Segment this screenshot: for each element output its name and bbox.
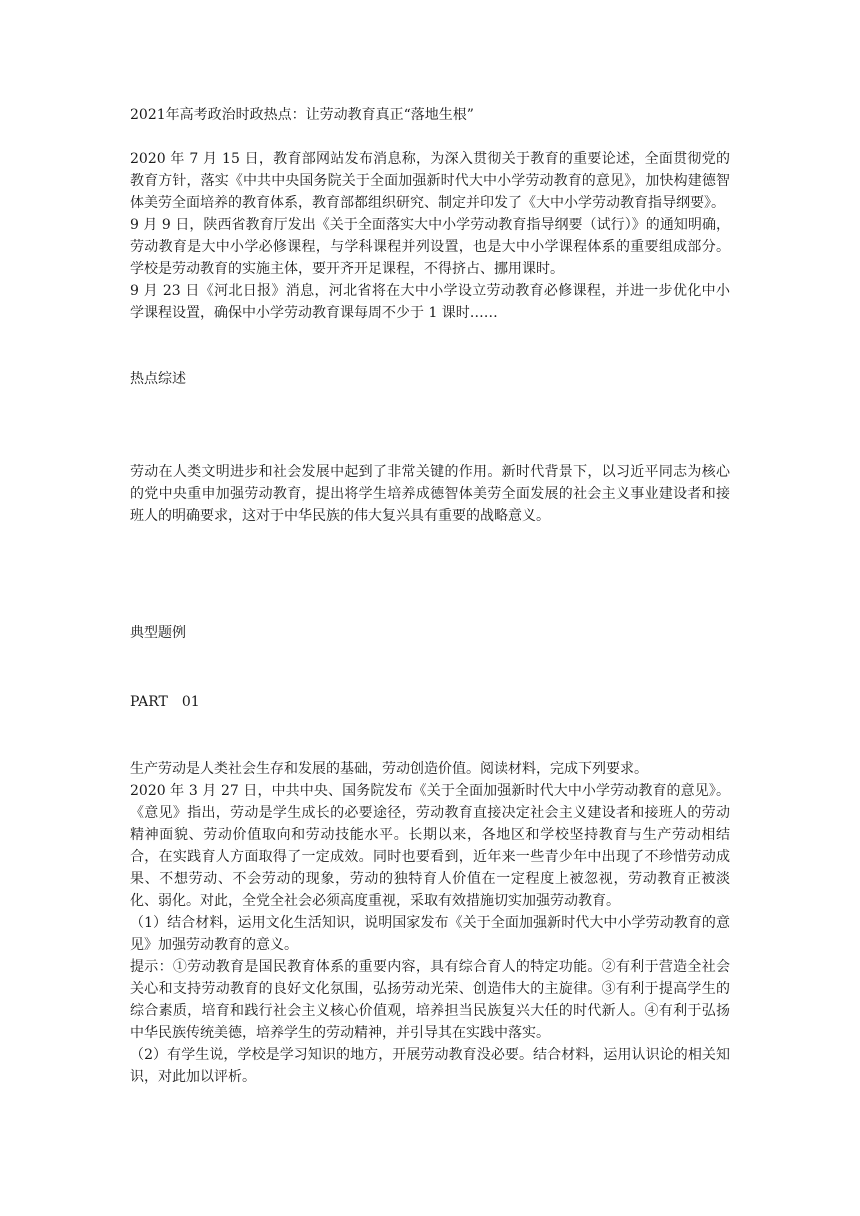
intro-paragraph-2: 9 月 9 日，陕西省教育厅发出《关于全面落实大中小学劳动教育指导纲要（试行）》的通知明确，劳动教育是大中小学必修课程，与学科课程并列设置，也是大中小学课程体系的重要组成部分。学校是劳动教育的实施主体，要开齐开足课程，不得挤占、挪用课时。	[130, 217, 730, 277]
overview-section	[130, 461, 730, 527]
question-section	[130, 758, 730, 1088]
intro-paragraph-1: 2020 年 7 月 15 日，教育部网站发布消息称，为深入贯彻关于教育的重要论述，全面贯彻党的教育方针，落实《中共中央国务院关于全面加强新时代大中小学劳动教育的意见》，加快构建德智体美劳全面培养的教育体系，教育部都组织研究、制定并印发了《大中小学劳动教育指导纲要》。	[130, 151, 730, 211]
section-heading-overview: 热点综述	[130, 371, 186, 387]
question-intro: 生产劳动是人类社会生存和发展的基础，劳动创造价值。阅读材料，完成下列要求。	[130, 761, 648, 777]
question-material: 2020 年 3 月 27 日，中共中央、国务院发布《关于全面加强新时代大中小学劳动教育的意见》。《意见》指出，劳动是学生成长的必要途径，劳动教育直接决定社会主义建设者和接班人的劳动精神面貌、劳动价值取向和劳动技能水平。长期以来，各地区和学校坚持教育与生产劳动相结合，在实践育人方面取得了一定成效。同时也要看到，近年来一些青少年中出现了不珍惜劳动成果、不想劳动、不会劳动的现象，劳动的独特育人价值在一定程度上被忽视，劳动教育正被淡化、弱化。对此，全党全社会必须高度重视，采取有效措施切实加强劳动教育。	[130, 783, 730, 909]
question-part-2: （2）有学生说，学校是学习知识的地方，开展劳动教育没必要。结合材料，运用认识论的相关知识，对此加以评析。	[130, 1047, 730, 1085]
section-heading-examples: 典型题例	[130, 625, 186, 641]
document-title: 2021年高考政治时政热点：让劳动教育真正“落地生根”	[130, 107, 474, 123]
intro-section	[130, 148, 730, 324]
overview-paragraph: 劳动在人类文明进步和社会发展中起到了非常关键的作用。新时代背景下，以习近平同志为核心的党中央重申加强劳动教育，提出将学生培养成德智体美劳全面发展的社会主义事业建设者和接班人的明确要求，这对于中华民族的伟大复兴具有重要的战略意义。	[130, 464, 730, 524]
question-hint: 提示：①劳动教育是国民教育体系的重要内容，具有综合育人的特定功能。②有利于营造全社会关心和支持劳动教育的良好文化氛围，弘扬劳动光荣、创造伟大的主旋律。③有利于提高学生的综合素质，培育和践行社会主义核心价值观，培养担当民族复兴大任的时代新人。④有利于弘扬中华民族传统美德，培养学生的劳动精神，并引导其在实践中落实。	[130, 959, 730, 1041]
intro-paragraph-3: 9 月 23 日《河北日报》消息，河北省将在大中小学设立劳动教育必修课程，并进一步优化中小学课程设置，确保中小学劳动教育课每周不少于 1 课时……	[130, 283, 730, 321]
part-label: PART 01	[130, 694, 200, 710]
question-part-1: （1）结合材料，运用文化生活知识，说明国家发布《关于全面加强新时代大中小学劳动教育的意见》加强劳动教育的意义。	[130, 915, 730, 953]
